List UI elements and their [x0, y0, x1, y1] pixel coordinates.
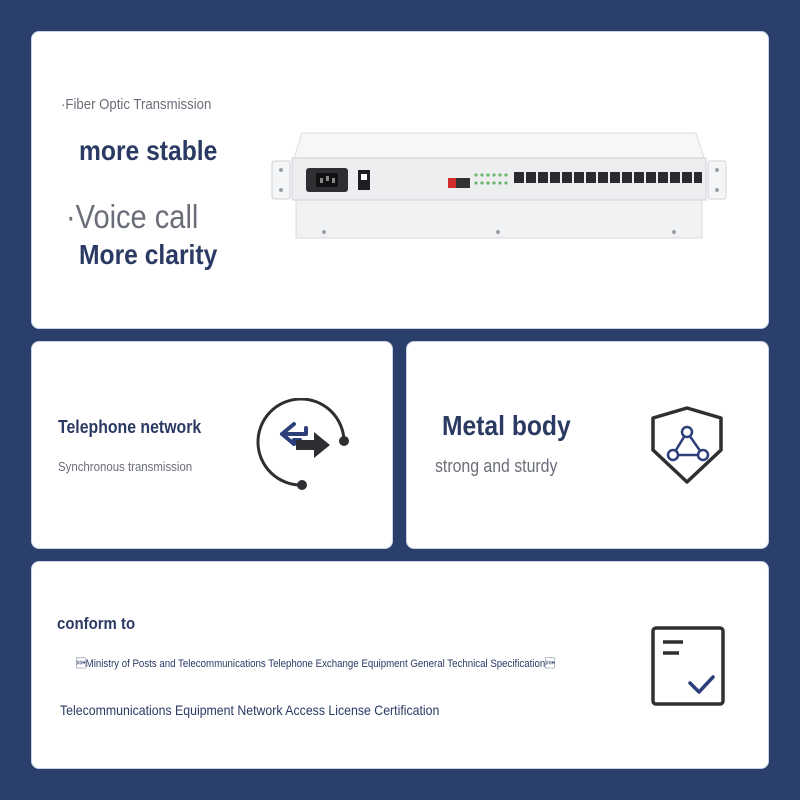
standards-line2: Telecommunications Equipment Network Access License Certification — [60, 702, 440, 718]
standards-card — [31, 561, 769, 769]
shield-triangle-icon — [647, 402, 731, 486]
fiber-voice-device-image — [268, 128, 730, 248]
telephone-network-card — [31, 341, 393, 549]
standards-heading: conform to — [57, 614, 136, 633]
clarity-text: More clarity — [79, 239, 218, 270]
metal-body-card — [406, 341, 769, 549]
standards-line1: Ministry of Posts and Telecommunications Telephone Exchange Equipment General Technical Specification — [76, 658, 555, 670]
metal-subtitle: strong and sturdy — [435, 456, 558, 476]
hero-card — [31, 31, 769, 329]
metal-title: Metal body — [442, 410, 571, 441]
fiber-label: ·Fiber Optic Transmission — [61, 96, 212, 113]
telephone-title: Telephone network — [58, 417, 202, 437]
stable-text: more stable — [79, 135, 218, 166]
sync-arrows-icon — [256, 398, 356, 494]
document-check-icon — [650, 625, 726, 707]
voice-text: ·Voice call — [66, 198, 199, 235]
telephone-subtitle: Synchronous transmission — [58, 459, 193, 474]
